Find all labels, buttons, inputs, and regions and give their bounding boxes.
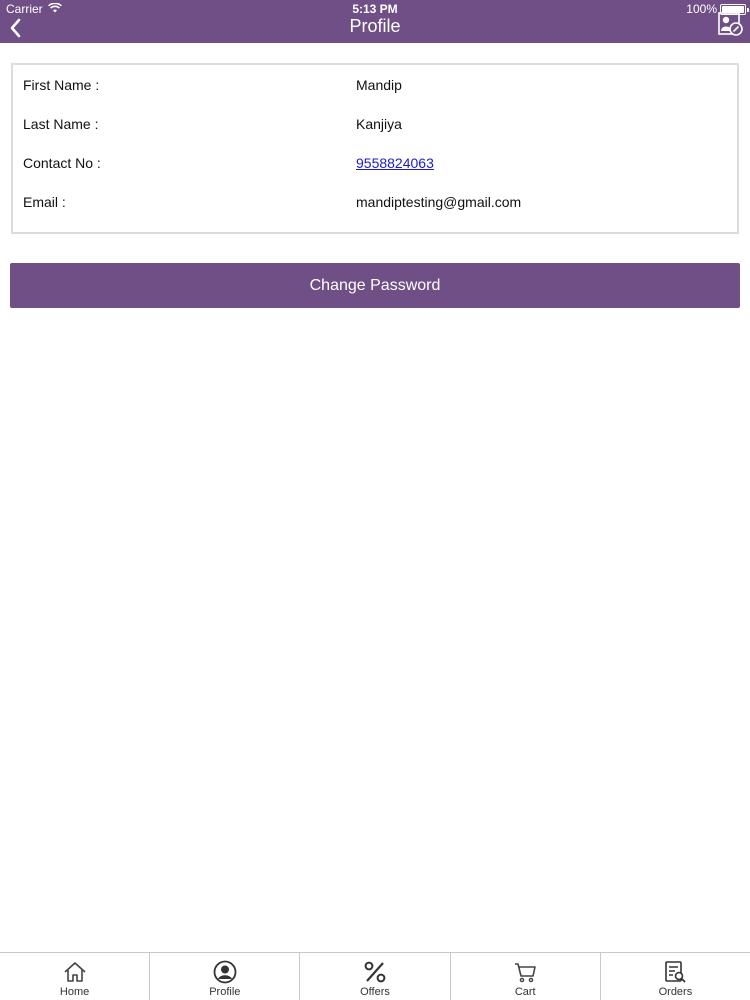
tab-offers-label: Offers	[360, 986, 390, 998]
last-name-label: Last Name :	[23, 116, 99, 132]
last-name-row	[23, 116, 731, 140]
tab-profile[interactable]	[150, 953, 300, 1000]
tab-cart[interactable]	[451, 953, 601, 1000]
tab-orders[interactable]	[601, 953, 750, 1000]
orders-icon	[662, 959, 688, 985]
cart-icon	[512, 959, 538, 985]
first-name-value: Mandip	[356, 77, 402, 93]
email-row	[23, 194, 731, 218]
tab-cart-label: Cart	[514, 986, 536, 998]
tab-bar	[0, 952, 750, 1000]
edit-profile-icon	[718, 12, 744, 36]
profile-icon	[212, 959, 238, 985]
tab-home-label: Home	[59, 986, 90, 998]
email-value: mandiptesting@gmail.com	[356, 194, 522, 210]
status-time: 5:13 PM	[352, 2, 398, 16]
profile-info-card	[11, 63, 739, 234]
home-icon	[62, 959, 88, 985]
email-label: Email :	[23, 194, 66, 210]
first-name-label: First Name :	[23, 77, 100, 93]
page-title: Profile	[349, 16, 401, 36]
tab-offers[interactable]	[300, 953, 450, 1000]
first-name-row	[23, 77, 731, 101]
change-password-button[interactable]: Change Password	[10, 263, 740, 308]
carrier-label: Carrier	[6, 2, 43, 16]
tab-orders-label: Orders	[658, 986, 693, 998]
last-name-value: Kanjiya	[356, 116, 402, 132]
battery-percent: 100%	[686, 2, 717, 16]
contact-label: Contact No :	[23, 155, 101, 171]
edit-profile-button[interactable]	[718, 12, 744, 36]
contact-value	[356, 155, 434, 171]
tab-profile-label: Profile	[209, 986, 241, 998]
contact-row	[23, 155, 731, 179]
tab-home[interactable]	[0, 953, 150, 1000]
percent-icon	[362, 959, 388, 985]
phone-link[interactable]: 9558824063	[356, 155, 434, 171]
navigation-bar	[0, 0, 750, 43]
